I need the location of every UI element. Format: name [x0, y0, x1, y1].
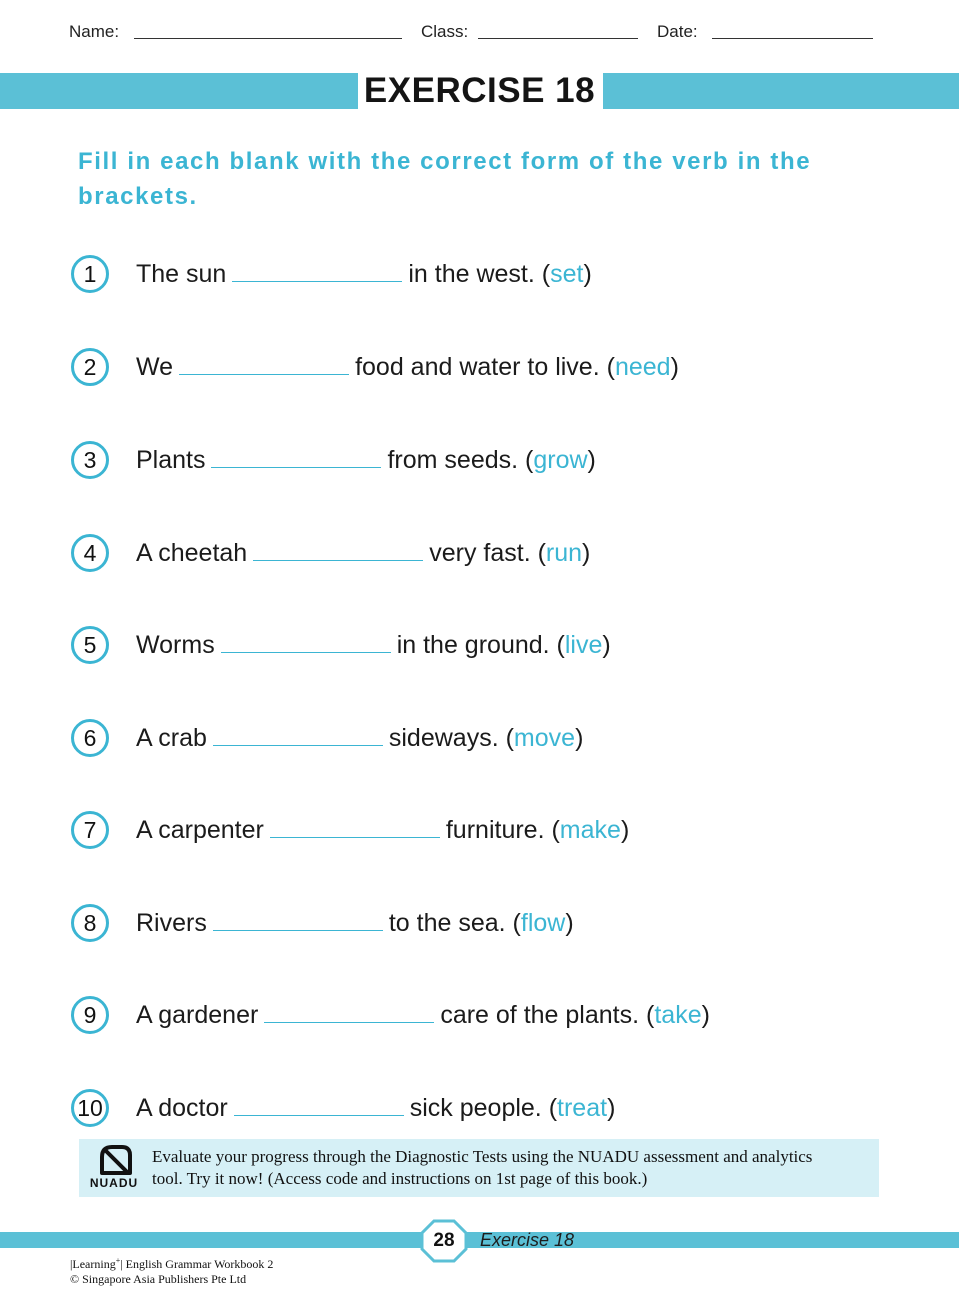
question-rest: from seeds. (	[387, 446, 534, 474]
question-text	[136, 901, 574, 945]
question-number-badge	[70, 440, 110, 480]
answer-blank[interactable]	[213, 745, 383, 746]
nuadu-logo-icon	[92, 1143, 136, 1177]
question-text	[136, 252, 592, 296]
question-subject: The sun	[136, 260, 227, 288]
question-rest: furniture. (	[445, 816, 560, 844]
question-number: 3	[83, 447, 97, 473]
question-number-badge	[70, 810, 110, 850]
copyright: © Singapore Asia Publishers Pte Ltd	[70, 1272, 247, 1286]
question-subject: A cheetah	[136, 539, 248, 567]
question-number: 1	[83, 261, 97, 287]
question-number-badge	[70, 254, 110, 294]
question-text	[136, 345, 679, 389]
question-number: 10	[77, 1095, 103, 1121]
close-bracket: )	[602, 631, 611, 659]
base-verb: move	[513, 724, 576, 752]
nuadu-line-2: tool. Try it now! (Access code and instructions on 1st page of this book.)	[152, 1169, 648, 1188]
answer-blank[interactable]	[179, 374, 349, 375]
close-bracket: )	[607, 1094, 616, 1122]
base-verb: grow	[533, 446, 588, 474]
question-number: 5	[83, 632, 97, 658]
book-title-prefix: |Learning	[70, 1257, 116, 1271]
question-rest: care of the plants. (	[440, 1001, 655, 1029]
question-rest: sideways. (	[388, 724, 514, 752]
question-subject: Rivers	[136, 909, 207, 937]
base-verb: set	[550, 260, 584, 288]
name-label: Name:	[69, 22, 120, 41]
question-subject: Plants	[136, 446, 206, 474]
close-bracket: )	[582, 539, 591, 567]
question-number: 6	[83, 725, 97, 751]
base-verb: live	[564, 631, 603, 659]
question-rest: sick people. (	[409, 1094, 558, 1122]
name-field[interactable]	[134, 38, 402, 39]
question-number: 2	[83, 354, 97, 380]
answer-blank[interactable]	[221, 652, 391, 653]
question-number-badge	[70, 347, 110, 387]
date-label: Date:	[657, 22, 698, 41]
book-title-sup: +	[115, 1256, 121, 1265]
question-subject: A crab	[136, 724, 207, 752]
question-number-badge	[70, 995, 110, 1035]
title-band-right	[603, 73, 959, 109]
question-rest: in the west. (	[408, 260, 551, 288]
close-bracket: )	[583, 260, 592, 288]
nuadu-text	[152, 1146, 872, 1190]
question-text	[136, 623, 611, 667]
base-verb: take	[654, 1001, 702, 1029]
answer-blank[interactable]	[253, 560, 423, 561]
close-bracket: )	[575, 724, 584, 752]
close-bracket: )	[587, 446, 596, 474]
question-number: 9	[83, 1002, 97, 1028]
question-rest: very fast. (	[429, 539, 546, 567]
question-rest: food and water to live. (	[355, 353, 615, 381]
answer-blank[interactable]	[270, 837, 440, 838]
close-bracket: )	[620, 816, 630, 844]
instructions: Fill in each blank with the correct form of the verb in the brackets.	[78, 148, 812, 210]
book-title	[70, 1253, 273, 1272]
question-text	[136, 438, 596, 482]
nuadu-logo	[83, 1143, 145, 1197]
question-text	[136, 808, 629, 852]
question-number-badge	[70, 903, 110, 943]
base-verb: run	[545, 539, 583, 567]
title-band-left	[0, 73, 358, 109]
answer-blank[interactable]	[213, 930, 383, 931]
base-verb: make	[559, 816, 621, 844]
question-text	[136, 531, 590, 575]
question-rest: to the sea. (	[388, 909, 521, 937]
close-bracket: )	[565, 909, 574, 937]
question-number-badge	[70, 625, 110, 665]
base-verb: need	[614, 353, 671, 381]
question-text	[136, 1086, 615, 1130]
question-subject: Worms	[136, 631, 215, 659]
question-number: 8	[83, 910, 97, 936]
footer-exercise-label: Exercise 18	[480, 1230, 575, 1250]
date-field[interactable]	[712, 38, 873, 39]
question-number-badge	[70, 533, 110, 573]
page-number-badge	[420, 1219, 468, 1263]
book-credits	[70, 1253, 273, 1287]
base-verb: treat	[557, 1094, 608, 1122]
class-label: Class:	[421, 22, 469, 41]
nuadu-line-1: Evaluate your progress through the Diagnostic Tests using the NUADU assessment and analytics	[152, 1147, 813, 1166]
question-subject: A gardener	[136, 1001, 259, 1029]
answer-blank[interactable]	[211, 467, 381, 468]
nuadu-note	[79, 1139, 879, 1197]
question-subject: We	[136, 353, 174, 381]
base-verb: flow	[520, 909, 566, 937]
nuadu-logo-text: NUADU	[89, 1176, 139, 1190]
answer-blank[interactable]	[232, 281, 402, 282]
answer-blank[interactable]	[234, 1115, 404, 1116]
answer-blank[interactable]	[264, 1022, 434, 1023]
page-title: EXERCISE 18	[358, 66, 601, 116]
question-number: 7	[83, 817, 97, 843]
close-bracket: )	[701, 1001, 710, 1029]
page-number: 28	[433, 1230, 455, 1251]
question-text	[136, 716, 583, 760]
question-subject: A carpenter	[136, 816, 264, 844]
book-title-suffix: | English Grammar Workbook 2	[120, 1257, 274, 1271]
close-bracket: )	[670, 353, 679, 381]
question-number-badge	[70, 1088, 110, 1128]
question-text	[136, 993, 710, 1037]
question-number-badge	[70, 718, 110, 758]
question-subject: A doctor	[136, 1094, 228, 1122]
question-number: 4	[83, 540, 97, 566]
question-rest: in the ground. (	[396, 631, 565, 659]
class-field[interactable]	[478, 38, 638, 39]
